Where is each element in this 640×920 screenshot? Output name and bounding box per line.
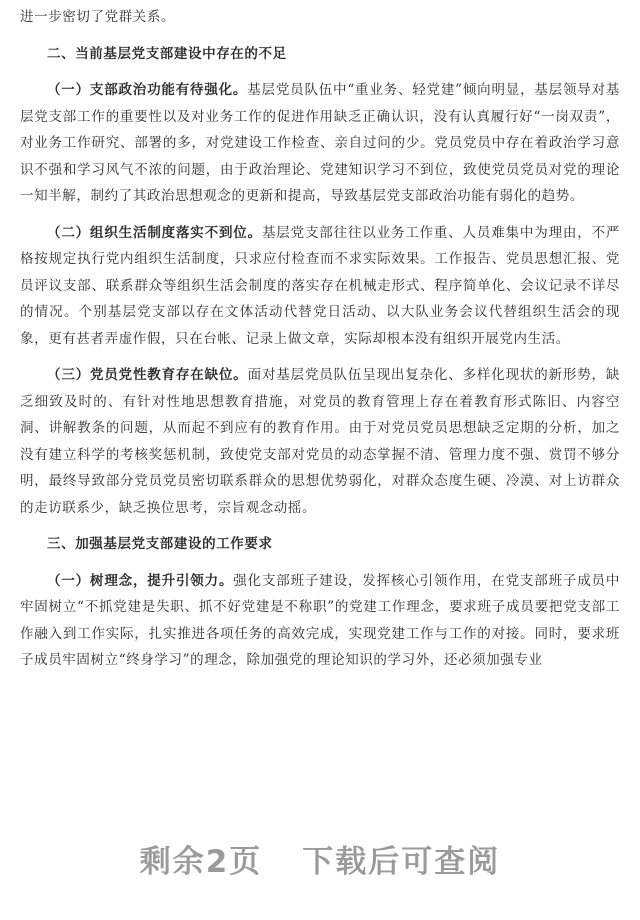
continuation-line: 进一步密切了党群关系。 — [20, 9, 176, 25]
section-3-heading: 三、加强基层党支部建设的工作要求 — [47, 536, 273, 552]
paragraph-body: 基层党员队伍中“重业务、轻党建”倾向明显，基层领导对基层党支部工作的重要性以及对业务工作的促进作用缺乏正确认识，没有认真履行好“一岗双责”，对业务工作研究、部署的多，对党建设工作检查、亲自过问的少。党员党员中存在着政治学习意识不强和学习风气不浓的问题，由于政治理论、党建知识学习不到位，致使党员党员对党的理论一知半解，制约了其政治思想观念的更新和提高，导致基层党支部政治功能有弱化的趋势。 — [20, 82, 620, 204]
section-2-paragraph-1 — [20, 77, 620, 210]
paragraph-lead: （一）支部政治功能有待强化。 — [47, 82, 248, 98]
section-3-paragraph-1 — [20, 568, 620, 674]
paragraph-lead: （三）党员党性教育存在缺位。 — [47, 367, 248, 383]
paragraph-body: 基层党支部往往以业务工作重、人员难集中为理由，不严格按规定执行党内组织生活制度，只求应付检查而不求实际效果。工作报告、党员思想汇报、党员评议支部、联系群众等组织生活会制度的落实存在机械走形式、程序简单化、会议记录不详尽的情况。个别基层党支部以存在文体活动代替党日活动、以大队业务会议代替组织生活会的现象，更有甚者弄虚作假，只在台帐、记录上做文章，实际却根本没有组织开展党内生活。 — [20, 224, 621, 347]
download-to-view-text: 下载后可查阅 — [302, 844, 501, 880]
paragraph-body: 面对基层党员队伍呈现出复杂化、多样化现状的新形势，缺乏细致及时的、有针对性地思想教育措施，对党员的教育管理上存在着教育形式陈旧、内容空洞、讲解教条的问题，从而起不到应有的教育作用。由于对党员党员思想缺乏定期的分析，加之没有建立科学的考核奖惩机制，致使党支部对党员的动态掌握不清、管理力度不强、赏罚不够分明，最终导致部分党员党员密切联系群众的思想优势弱化，对群众态度生硬、冷漠、对上访群众的走访联系少，缺乏换位思考，宗旨观念动摇。 — [20, 367, 620, 516]
download-prompt-banner[interactable] — [0, 836, 640, 881]
paragraph-body: 强化支部班子建设，发挥核心引领作用，在党支部班子成员中牢固树立“不抓党建是失职、抓不好党建是不称职”的党建工作理念，要求班子成员要把党支部工作融入到工作实际，扎实推进各项任务的高效完成，实现党建工作与工作的对接。同时，要求班子成员牢固树立“终身学习”的理念，除加强党的理论知识的学习外，还必须加强专业 — [20, 572, 620, 668]
section-2-paragraph-2 — [20, 220, 620, 353]
paragraph-lead: （一）树理念，提升引领力。 — [47, 572, 234, 589]
section-2-heading: 二、当前基层党支部建设中存在的不足 — [47, 45, 287, 62]
section-2-paragraph-3 — [20, 362, 620, 521]
remaining-pages-text: 剩余2页 — [139, 844, 263, 880]
paragraph-lead: （二）组织生活制度落实不到位。 — [47, 224, 262, 241]
